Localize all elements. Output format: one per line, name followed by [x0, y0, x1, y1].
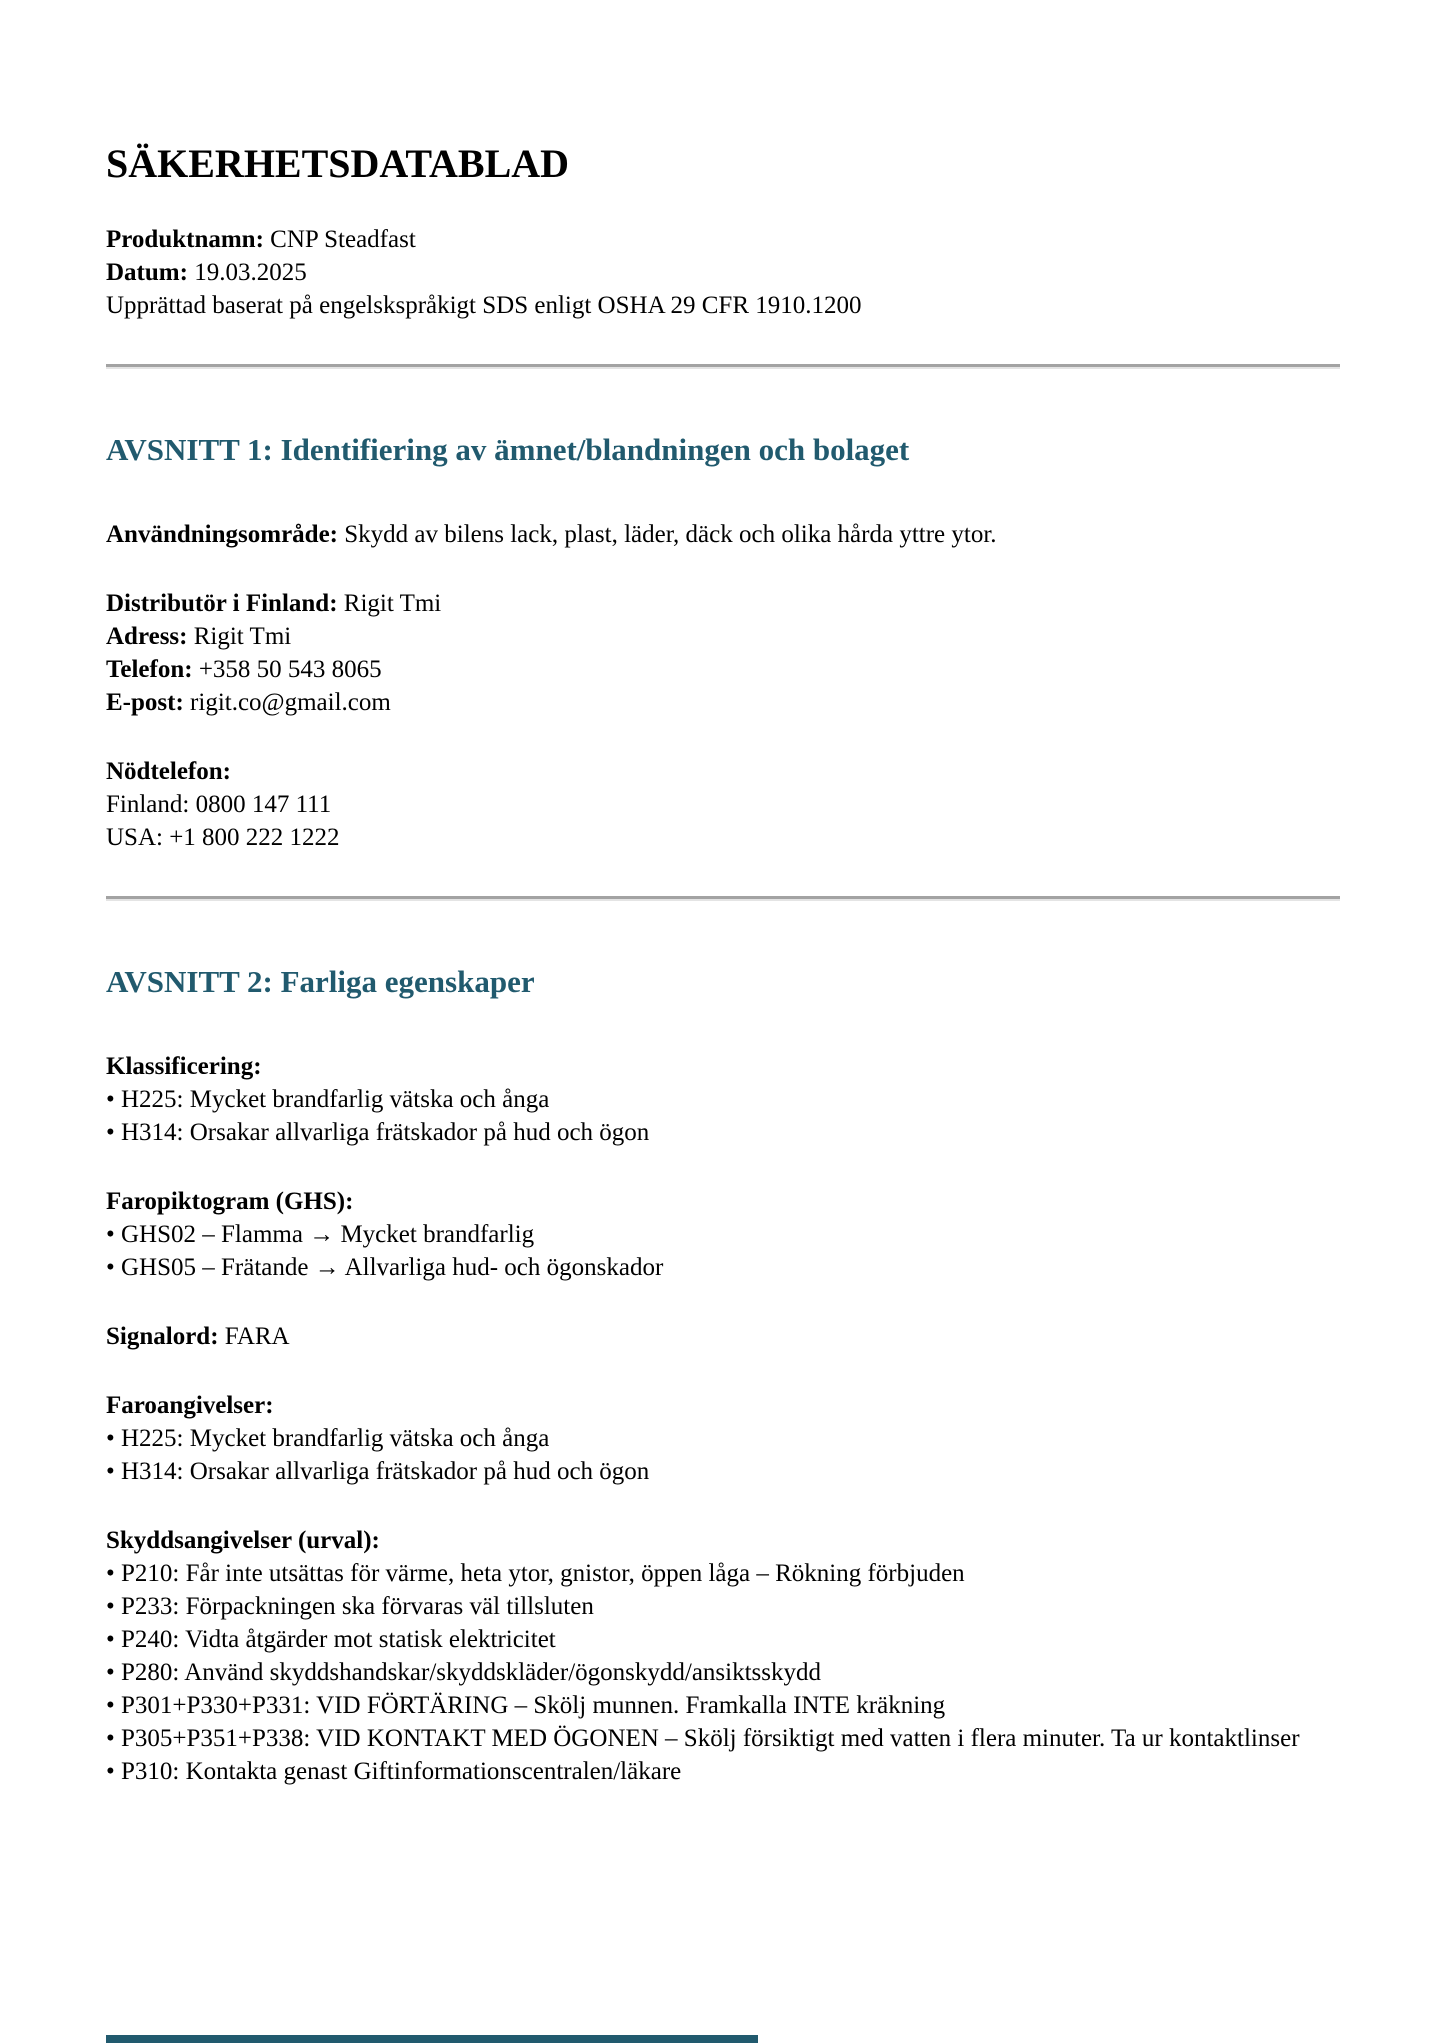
precaution-item: • P280: Använd skyddshandskar/skyddskläder/ögonskydd/ansiktsskydd	[106, 1659, 821, 1687]
emergency-label: Nödtelefon:	[106, 758, 231, 786]
classification-label: Klassificering:	[106, 1053, 262, 1081]
usage-paragraph	[106, 518, 1340, 551]
phone-label: Telefon:	[106, 656, 193, 684]
signal-word-value: FARA	[224, 1323, 290, 1351]
email-value: rigit.co@gmail.com	[190, 689, 391, 717]
hazard-statements-label: Faroangivelser:	[106, 1392, 274, 1420]
address-line	[106, 620, 1340, 653]
usage-value: Skydd av bilens lack, plast, läder, däck och olika hårda yttre ytor.	[344, 521, 997, 549]
classification-item: • H225: Mycket brandfarlig vätska och ånga	[106, 1086, 550, 1114]
next-section-heading-cutoff	[106, 2035, 758, 2043]
signal-word-label: Signalord:	[106, 1323, 219, 1351]
date-value: 19.03.2025	[194, 259, 307, 286]
product-name-line	[106, 223, 1340, 256]
hazard-statement-item: • H314: Orsakar allvarliga frätskador på hud och ögon	[106, 1458, 650, 1486]
precaution-item: • P301+P330+P331: VID FÖRTÄRING – Skölj munnen. Framkalla INTE kräkning	[106, 1692, 946, 1720]
source-note: Upprättad baserat på engelskspråkigt SDS enligt OSHA 29 CFR 1910.1200	[106, 292, 862, 319]
pictogram-block	[106, 1185, 1340, 1284]
classification-item: • H314: Orsakar allvarliga frätskador på hud och ögon	[106, 1119, 650, 1147]
usage-line	[106, 518, 1340, 551]
product-name-label: Produktnamn:	[106, 226, 264, 253]
precaution-item: • P210: Får inte utsättas för värme, heta ytor, gnistor, öppen låga – Rökning förbjuden	[106, 1560, 965, 1588]
email-label: E-post:	[106, 689, 184, 717]
signal-word-line	[106, 1320, 1340, 1353]
classification-block	[106, 1050, 1340, 1149]
precaution-item: • P233: Förpackningen ska förvaras väl tillsluten	[106, 1593, 594, 1621]
distributor-value: Rigit Tmi	[343, 590, 442, 618]
precaution-statements-block	[106, 1524, 1340, 1788]
product-name-value: CNP Steadfast	[270, 226, 416, 253]
section-divider	[106, 364, 1340, 369]
date-label: Datum:	[106, 259, 188, 286]
distributor-label: Distributör i Finland:	[106, 590, 338, 618]
emergency-finland-line: Finland: 0800 147 111	[106, 791, 332, 819]
section-2-heading: AVSNITT 2: Farliga egenskaper	[106, 964, 535, 1000]
pictogram-label: Faropiktogram (GHS):	[106, 1188, 354, 1216]
document-meta	[106, 223, 1340, 322]
pictogram-item: • GHS05 – Frätande → Allvarliga hud- och ögonskador	[106, 1254, 664, 1282]
distributor-line	[106, 587, 1340, 620]
usage-label: Användningsområde:	[106, 521, 338, 549]
emergency-block	[106, 755, 1340, 854]
precaution-item: • P305+P351+P338: VID KONTAKT MED ÖGONEN – Skölj försiktigt med vatten i flera minuter. Ta ur kontaktlinser	[106, 1725, 1300, 1753]
precaution-item: • P310: Kontakta genast Giftinformationscentralen/läkare	[106, 1758, 682, 1786]
hazard-statements-block	[106, 1389, 1340, 1488]
phone-line	[106, 653, 1340, 686]
date-line	[106, 256, 1340, 289]
phone-value: +358 50 543 8065	[198, 656, 382, 684]
distributor-block	[106, 587, 1340, 719]
precaution-item: • P240: Vidta åtgärder mot statisk elektricitet	[106, 1626, 556, 1654]
emergency-usa-line: USA: +1 800 222 1222	[106, 824, 340, 852]
address-label: Adress:	[106, 623, 188, 651]
section-divider	[106, 896, 1340, 901]
hazard-statement-item: • H225: Mycket brandfarlig vätska och ånga	[106, 1425, 550, 1453]
section-1-heading: AVSNITT 1: Identifiering av ämnet/blandningen och bolaget	[106, 432, 910, 467]
address-value: Rigit Tmi	[193, 623, 292, 651]
document-title: SÄKERHETSDATABLAD	[106, 141, 570, 186]
precaution-statements-label: Skyddsangivelser (urval):	[106, 1527, 380, 1555]
pictogram-item: • GHS02 – Flamma → Mycket brandfarlig	[106, 1221, 535, 1249]
email-line	[106, 686, 1340, 719]
signal-word-block	[106, 1320, 1340, 1353]
